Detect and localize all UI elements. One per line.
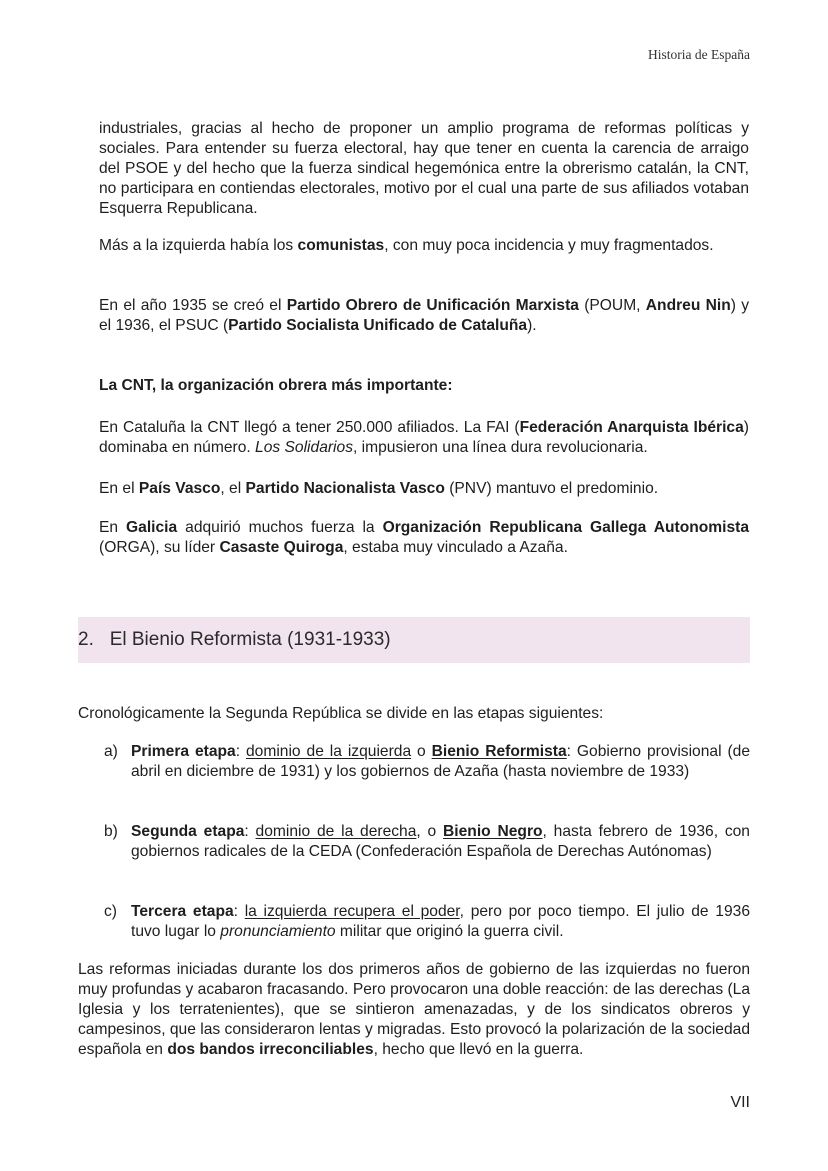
paragraph-electoral-context: industriales, gracias al hecho de proponer un amplio programa de reformas políticas y sociales. Para entender su fuerza electoral, hay que tener en cuenta la carencia de arraigo del PSOE y del hecho que la fuerza sindical hegemónica entre la obrerismo catalán, la CNT, no participara en contiendas electorales, motivo por el cual una parte de sus afiliados votaban Esquerra Republicana. (99, 120, 749, 217)
list-marker: b) (104, 823, 118, 840)
paragraph-pais-vasco: En el País Vasco, el Partido Nacionalista Vasco (PNV) mantuvo el predominio. (99, 480, 659, 497)
paragraph-cnt-fai: En Cataluña la CNT llegó a tener 250.000 afiliados. La FAI (Federación Anarquista Ibérica) dominaba en número. Los Solidarios, impusieron una línea dura revolucionaria. (99, 419, 749, 456)
paragraph-poum-psuc: En el año 1935 se creó el Partido Obrero de Unificación Marxista (POUM, Andreu Nin) y el 1936, el PSUC (Partido Socialista Unificado de Cataluña). (99, 297, 749, 334)
section-heading-bar (78, 617, 750, 663)
list-item-text: Tercera etapa: la izquierda recupera el poder, pero por poco tiempo. El julio de 1936 tuvo lugar lo pronunciamiento militar que originó la guerra civil. (131, 903, 750, 940)
page-number: VII (730, 1094, 750, 1111)
section-title: 2. El Bienio Reformista (1931-1933) (78, 629, 391, 650)
list-item-text: Primera etapa: dominio de la izquierda o Bienio Reformista: Gobierno provisional (de abril en diciembre de 1931) y los gobiernos de Azaña (hasta noviembre de 1933) (131, 743, 750, 780)
list-item-text: Segunda etapa: dominio de la derecha, o Bienio Negro, hasta febrero de 1936, con gobiernos radicales de la CEDA (Confederación Española de Derechas Autónomas) (131, 823, 750, 860)
paragraph-comunistas: Más a la izquierda había los comunistas, con muy poca incidencia y muy fragmentados. (99, 237, 714, 254)
list-marker: a) (104, 743, 118, 760)
paragraph-intro: Cronológicamente la Segunda República se divide en las etapas siguientes: (78, 705, 604, 722)
list-marker: c) (104, 903, 117, 920)
paragraph-reformas: Las reformas iniciadas durante los dos primeros años de gobierno de las izquierdas no fueron muy profundas y acabaron fracasando. Pero provocaron una doble reacción: de las derechas (La Iglesia y los terratenientes), que se sintieron amenazadas, y de los sindicatos obreros y campesinos, que las consideraron lentas y migradas. Esto provocó la polarización de la sociedad española en dos bandos irreconciliables, hecho que llevó en la guerra. (78, 961, 750, 1058)
running-header: Historia de España (648, 47, 750, 62)
paragraph-galicia: En Galicia adquirió muchos fuerza la Organización Republicana Gallega Autonomista (ORGA), su líder Casaste Quiroga, estaba muy vinculado a Azaña. (99, 519, 750, 556)
subheading-cnt: La CNT, la organización obrera más importante: (99, 377, 453, 394)
